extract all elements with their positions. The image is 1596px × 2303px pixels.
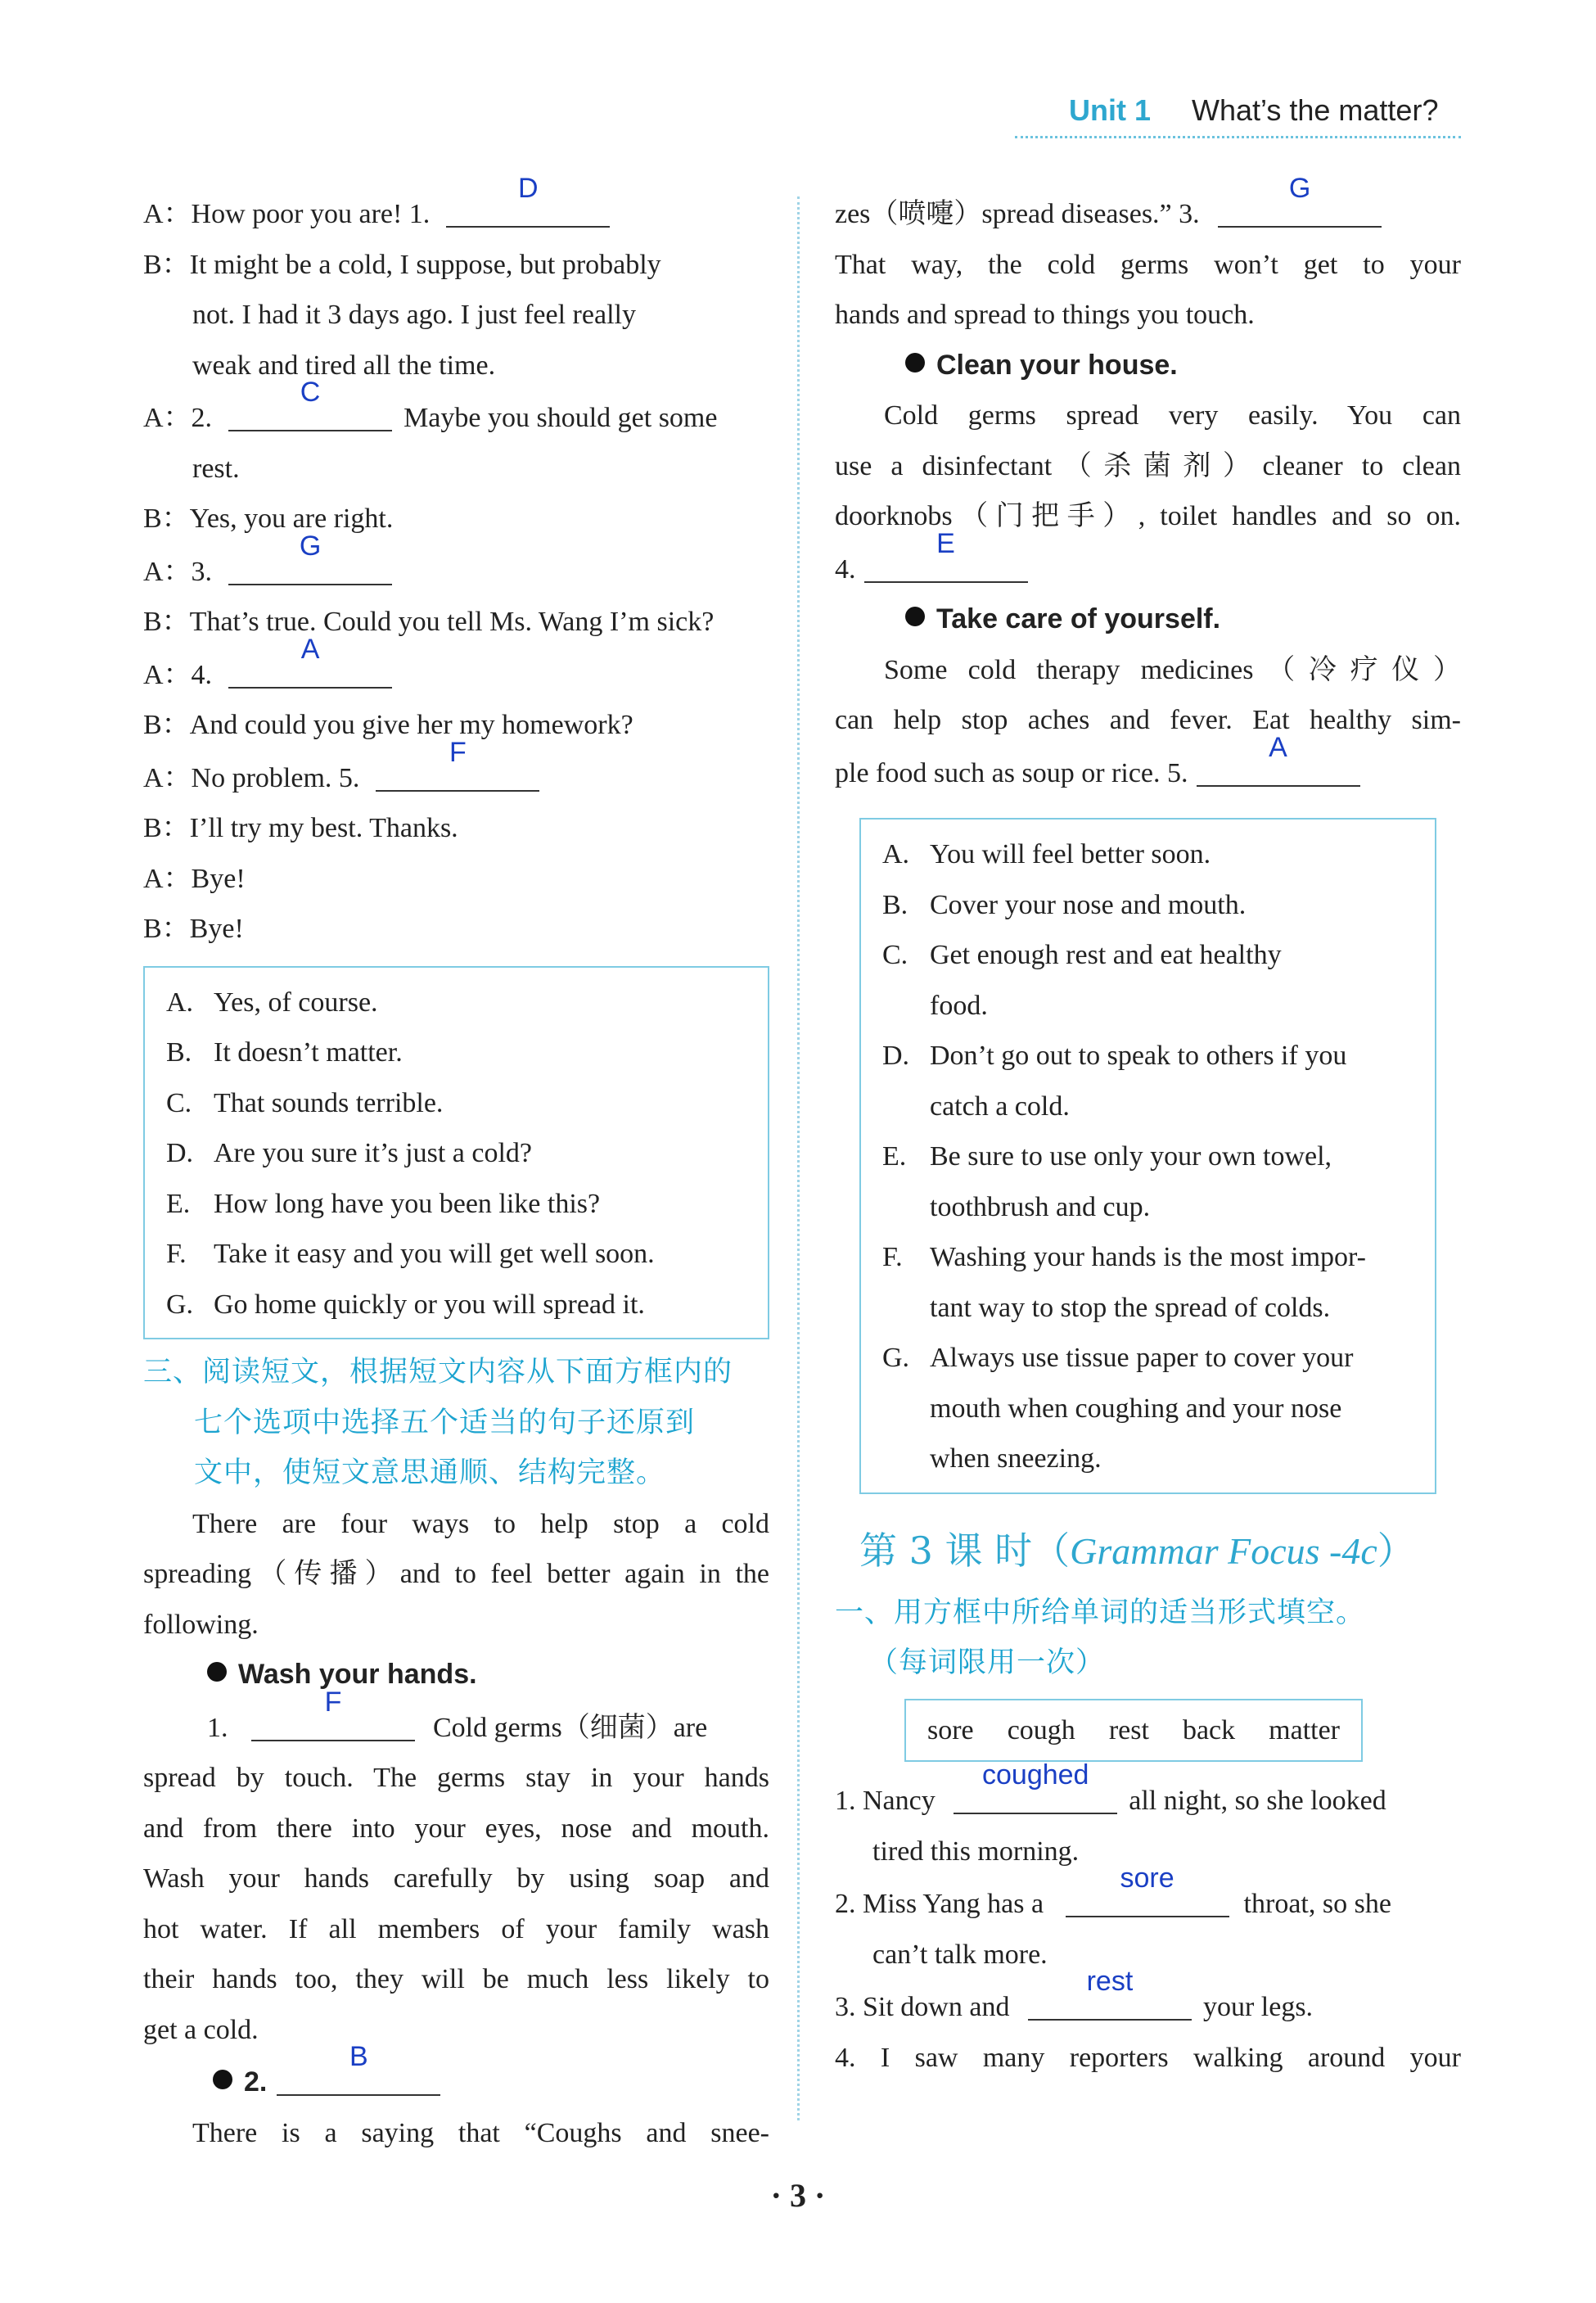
- unit-title: What’s the matter?: [1192, 93, 1439, 127]
- option-text: How long have you been like this?: [214, 1188, 601, 1219]
- subheading-text: Take care of yourself.: [936, 603, 1221, 634]
- option-item: [166, 1229, 746, 1280]
- right-column: [835, 173, 1461, 2083]
- subheading-clean-house: [835, 341, 1461, 391]
- passage-line: and from there into your eyes, nose and mouth.: [143, 1813, 769, 1844]
- lesson-title-cn: ）: [1377, 1528, 1415, 1573]
- option-key: G.: [882, 1343, 910, 1373]
- option-text: [930, 1131, 1413, 1232]
- option-text: [930, 1232, 1413, 1333]
- answer: coughed: [982, 1759, 1089, 1790]
- option-key: C.: [166, 1087, 192, 1118]
- passage-line: get a cold.: [143, 2014, 259, 2045]
- question-text: 1. Nancy: [835, 1786, 936, 1816]
- answer: A: [1269, 731, 1287, 763]
- passage-line: Wash your hands carefully by using soap and: [143, 1863, 769, 1894]
- dialogue-text: A：4.: [143, 659, 213, 690]
- passage-line: There is a saying that “Coughs and snee-: [192, 2117, 769, 2148]
- dialogue-line: [143, 736, 769, 804]
- passage-line: hot water. If all members of your family wash: [143, 1913, 769, 1944]
- options-box-dialogue: [143, 966, 769, 1340]
- option-key: E.: [882, 1141, 907, 1172]
- section1-heading: [835, 1588, 1461, 1689]
- dialogue-text: B：And could you give her my homework?: [143, 710, 633, 740]
- option-text-line: Don’t go out to speak to others if you: [930, 1041, 1347, 1071]
- options-box-passage: [859, 818, 1436, 1494]
- option-text-line: food.: [930, 990, 988, 1021]
- answer: C: [300, 377, 321, 408]
- bullet-icon: [207, 1662, 227, 1682]
- answer-blank[interactable]: [376, 736, 539, 792]
- option-item: [882, 930, 1413, 1031]
- answer-blank-5[interactable]: [1197, 731, 1360, 787]
- passage-line: their hands too, they will be much less likely to: [143, 1964, 769, 1994]
- option-key: C.: [882, 940, 908, 970]
- dialogue-text: A：No problem. 5.: [143, 762, 360, 793]
- passage-line: spread by touch. The germs stay in your hands: [143, 1763, 769, 1793]
- fill-blank-3[interactable]: [1028, 1966, 1192, 2021]
- dialogue-text: A：3.: [143, 556, 213, 587]
- question-3: [835, 1966, 1461, 2033]
- dialogue-text: rest.: [192, 453, 240, 484]
- dialogue-text: B：I’ll try my best. Thanks.: [143, 813, 458, 843]
- bullet-icon: [905, 607, 925, 626]
- answer-blank[interactable]: [228, 530, 392, 585]
- option-text-line: Be sure to use only your own towel,: [930, 1141, 1332, 1172]
- option-key: D.: [166, 1138, 194, 1168]
- fill-blank-1[interactable]: [954, 1759, 1117, 1814]
- dialogue-line: [143, 377, 769, 444]
- passage-line: [835, 731, 1461, 799]
- blank-number: 4.: [835, 553, 856, 585]
- passage-line: [835, 173, 1461, 240]
- dialogue-line: [143, 854, 769, 905]
- option-text-line: mouth when coughing and your nose: [930, 1393, 1342, 1424]
- passage-line: doorknobs（门把手）, toilet handles and so on.: [835, 501, 1461, 531]
- dialogue-text: B：Yes, you are right.: [143, 503, 394, 534]
- answer: E: [936, 527, 955, 559]
- option-item: [166, 1128, 746, 1179]
- option-item: [882, 1333, 1413, 1484]
- passage-text: zes（喷嚏）spread diseases.” 3.: [835, 199, 1200, 229]
- section3-heading-line: 三、阅读短文，根据短文内容从下面方框内的: [143, 1356, 733, 1389]
- passage-line: hands and spread to things you touch.: [835, 300, 1255, 330]
- option-text: [930, 1031, 1413, 1131]
- page-header: [1015, 88, 1461, 138]
- bullet-icon: [213, 2070, 232, 2089]
- fill-blank-2[interactable]: [1066, 1863, 1229, 1917]
- option-text: That sounds terrible.: [214, 1087, 444, 1118]
- passage-line: following.: [143, 1609, 259, 1640]
- dialogue-line: [143, 633, 769, 701]
- answer: sore: [1120, 1863, 1174, 1894]
- option-text: [930, 1333, 1413, 1484]
- word-bank-item: rest: [1108, 1714, 1149, 1745]
- option-text-line: tant way to stop the spread of colds.: [930, 1292, 1331, 1323]
- answer: B: [349, 2041, 368, 2072]
- passage-line: use a disinfectant（杀菌剂）cleaner to clean: [835, 450, 1461, 481]
- dialogue-line: [143, 240, 769, 291]
- passage-line: There are four ways to help stop a cold: [192, 1508, 769, 1539]
- subheading-take-care: [835, 594, 1461, 645]
- answer: D: [518, 173, 539, 204]
- dialogue-text: weak and tired all the time.: [192, 350, 496, 381]
- section1-heading-line: （每词限用一次）: [869, 1646, 1106, 1679]
- dialogue-text: Maybe you should get some: [404, 403, 718, 433]
- option-item: [166, 1179, 746, 1230]
- word-bank-item: matter: [1269, 1714, 1340, 1745]
- option-text-line: Always use tissue paper to cover your: [930, 1343, 1354, 1373]
- option-text-line: catch a cold.: [930, 1091, 1070, 1122]
- option-text-line: Get enough rest and eat healthy: [930, 940, 1282, 970]
- option-key: D.: [882, 1041, 910, 1071]
- section3-heading-line: 文中，使短文意思通顺、结构完整。: [194, 1456, 666, 1489]
- passage-text: Cold germs（细菌）are: [433, 1712, 708, 1743]
- option-text: Yes, of course.: [214, 987, 378, 1018]
- answer: G: [299, 530, 322, 562]
- dialogue-text: A：2.: [143, 403, 213, 433]
- option-text: Go home quickly or you will spread it.: [214, 1289, 645, 1320]
- dialogue-line: [143, 444, 769, 494]
- blank-number: 2.: [244, 2066, 268, 2098]
- question-text: throat, so she: [1243, 1889, 1391, 1919]
- answer-blank[interactable]: [446, 173, 610, 228]
- word-bank-box: [904, 1699, 1363, 1763]
- dialogue: [143, 173, 769, 955]
- passage-line: [143, 1686, 769, 1754]
- dialogue-text: B：It might be a cold, I suppose, but probably: [143, 249, 661, 280]
- option-key: B.: [882, 889, 908, 920]
- question-text: 3. Sit down and: [835, 1992, 1010, 2022]
- dialogue-line: [143, 904, 769, 955]
- question-2-cont: can’t talk more.: [872, 1939, 1048, 1970]
- answer: F: [449, 736, 467, 768]
- answer-blank-1[interactable]: [251, 1686, 415, 1741]
- section3-heading: [143, 1348, 769, 1499]
- option-key: F.: [166, 1239, 187, 1269]
- option-text: [930, 930, 1413, 1031]
- passage-line: [835, 527, 1461, 595]
- option-item: [882, 1031, 1413, 1131]
- answer: G: [1288, 173, 1311, 204]
- option-text-line: toothbrush and cup.: [930, 1191, 1151, 1222]
- option-key: A.: [882, 839, 910, 869]
- question-1: [835, 1759, 1461, 1827]
- dialogue-text: A：Bye!: [143, 863, 246, 894]
- option-text-line: Washing your hands is the most impor-: [930, 1242, 1366, 1272]
- option-text: [930, 880, 1413, 931]
- passage-line: That way, the cold germs won’t get to your: [835, 249, 1461, 280]
- passage-line: can help stop aches and fever. Eat healthy sim-: [835, 705, 1461, 735]
- answer-blank[interactable]: [228, 377, 392, 431]
- option-text-line: You will feel better soon.: [930, 839, 1211, 869]
- option-text: Are you sure it’s just a cold?: [214, 1138, 533, 1168]
- option-item: [882, 880, 1413, 931]
- subheading-blank-2: [143, 2041, 769, 2108]
- answer: rest: [1086, 1966, 1134, 1997]
- option-item: [166, 1078, 746, 1129]
- question-4: 4. I saw many reporters walking around your: [835, 2042, 1461, 2073]
- dialogue-text: B：Bye!: [143, 914, 244, 944]
- lesson-title-en: Grammar Focus -4c: [1070, 1529, 1377, 1572]
- section1-heading-line: 一、用方框中所给单词的适当形式填空。: [835, 1596, 1366, 1629]
- dialogue-line: [143, 803, 769, 854]
- word-bank-item: back: [1182, 1714, 1236, 1745]
- option-item: [166, 1027, 746, 1078]
- subheading-text: Wash your hands.: [238, 1659, 477, 1690]
- option-text-line: Cover your nose and mouth.: [930, 889, 1247, 920]
- question-1-cont: tired this morning.: [872, 1836, 1080, 1867]
- bullet-icon: [905, 353, 925, 373]
- answer-blank-3[interactable]: [1218, 173, 1382, 228]
- passage-line: Cold germs spread very easily. You can: [884, 400, 1461, 431]
- option-item: [882, 1131, 1413, 1232]
- answer: F: [324, 1686, 342, 1718]
- passage-line: Some cold therapy medicines（冷疗仪）: [884, 654, 1461, 685]
- answer-blank-4[interactable]: [864, 527, 1028, 583]
- option-item: [166, 978, 746, 1028]
- word-bank-item: cough: [1007, 1714, 1075, 1745]
- dialogue-line: [143, 530, 769, 598]
- unit-label: Unit 1: [1069, 93, 1152, 127]
- lesson-title-cn: 第 3 课 时（: [859, 1528, 1071, 1573]
- dialogue-text: A：How poor you are! 1.: [143, 199, 431, 229]
- option-text: [930, 829, 1413, 880]
- lesson-title: [835, 1514, 1461, 1588]
- option-item: [166, 1280, 746, 1330]
- question-text: your legs.: [1202, 1992, 1314, 2022]
- dialogue-line: [143, 290, 769, 341]
- option-key: F.: [882, 1242, 903, 1272]
- left-column: [143, 173, 769, 2158]
- option-key: G.: [166, 1289, 194, 1320]
- page-number: · 3 ·: [770, 2177, 826, 2214]
- dialogue-line: [143, 173, 769, 240]
- dialogue-text: B：That’s true. Could you tell Ms. Wang I’m sick?: [143, 607, 715, 637]
- answer-blank[interactable]: [228, 633, 392, 689]
- answer: A: [300, 633, 320, 665]
- option-text: It doesn’t matter.: [214, 1037, 403, 1068]
- subheading-wash-hands: [143, 1650, 769, 1700]
- word-bank-item: sore: [927, 1714, 974, 1745]
- option-key: A.: [166, 987, 194, 1018]
- question-text: all night, so she looked: [1129, 1786, 1386, 1816]
- subheading-text: Clean your house.: [936, 349, 1178, 381]
- dialogue-text: not. I had it 3 days ago. I just feel really: [192, 300, 636, 330]
- option-text: Take it easy and you will get well soon.: [214, 1239, 655, 1269]
- blank-number: 1.: [207, 1712, 228, 1743]
- question-text: 2. Miss Yang has a: [835, 1889, 1044, 1919]
- answer-blank-2[interactable]: [277, 2041, 440, 2096]
- option-key: E.: [166, 1188, 191, 1219]
- section3-heading-line: 七个选项中选择五个适当的句子还原到: [194, 1406, 696, 1439]
- question-2: [835, 1863, 1461, 1930]
- passage-line: spreading（传播）and to feel better again in the: [143, 1559, 769, 1589]
- option-item: [882, 1232, 1413, 1333]
- option-key: B.: [166, 1037, 192, 1068]
- passage-text: ple food such as soup or rice. 5.: [835, 757, 1188, 788]
- option-item: [882, 829, 1413, 880]
- column-divider: [797, 196, 800, 2120]
- option-text-line: when sneezing.: [930, 1443, 1102, 1474]
